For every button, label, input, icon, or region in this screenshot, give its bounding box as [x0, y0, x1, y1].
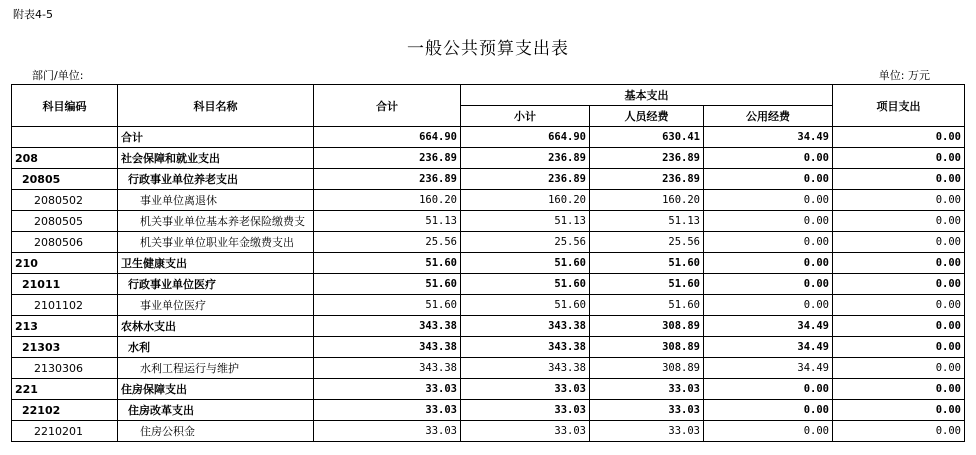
subtotal-cell: 343.38	[461, 358, 590, 379]
subtotal-cell: 160.20	[461, 190, 590, 211]
subtotal-cell: 33.03	[461, 400, 590, 421]
personnel-cell: 33.03	[590, 379, 704, 400]
total-cell: 343.38	[314, 337, 461, 358]
code-cell: 213	[12, 316, 118, 337]
public-cell: 0.00	[704, 211, 833, 232]
public-cell: 0.00	[704, 190, 833, 211]
table-body	[12, 127, 965, 442]
personnel-cell: 236.89	[590, 148, 704, 169]
project-cell: 0.00	[833, 232, 965, 253]
header-total: 合计	[314, 85, 461, 127]
code-cell: 22102	[12, 400, 118, 421]
table-row	[12, 232, 965, 253]
personnel-cell: 25.56	[590, 232, 704, 253]
name-cell: 行政事业单位养老支出	[118, 169, 314, 190]
total-cell: 51.13	[314, 211, 461, 232]
name-cell: 水利	[118, 337, 314, 358]
personnel-cell: 51.60	[590, 253, 704, 274]
personnel-cell: 51.13	[590, 211, 704, 232]
name-cell: 机关事业单位基本养老保险缴费支	[118, 211, 314, 232]
name-cell: 事业单位离退休	[118, 190, 314, 211]
name-cell: 住房公积金	[118, 421, 314, 442]
code-cell: 208	[12, 148, 118, 169]
personnel-cell: 236.89	[590, 169, 704, 190]
name-cell: 住房改革支出	[118, 400, 314, 421]
subtotal-cell: 664.90	[461, 127, 590, 148]
public-cell: 0.00	[704, 148, 833, 169]
table-row	[12, 148, 965, 169]
personnel-cell: 51.60	[590, 274, 704, 295]
public-cell: 0.00	[704, 379, 833, 400]
project-cell: 0.00	[833, 127, 965, 148]
header-basic: 基本支出	[461, 85, 833, 106]
code-cell: 210	[12, 253, 118, 274]
personnel-cell: 33.03	[590, 400, 704, 421]
total-cell: 25.56	[314, 232, 461, 253]
total-cell: 33.03	[314, 400, 461, 421]
name-cell: 事业单位医疗	[118, 295, 314, 316]
total-cell: 343.38	[314, 316, 461, 337]
project-cell: 0.00	[833, 148, 965, 169]
total-cell: 664.90	[314, 127, 461, 148]
public-cell: 34.49	[704, 358, 833, 379]
project-cell: 0.00	[833, 379, 965, 400]
total-cell: 236.89	[314, 148, 461, 169]
total-cell: 33.03	[314, 379, 461, 400]
name-cell: 社会保障和就业支出	[118, 148, 314, 169]
table-note: 附表4-5	[13, 8, 53, 21]
table-row	[12, 253, 965, 274]
project-cell: 0.00	[833, 253, 965, 274]
subtotal-cell: 51.60	[461, 295, 590, 316]
total-cell: 160.20	[314, 190, 461, 211]
personnel-cell: 51.60	[590, 295, 704, 316]
header-name: 科目名称	[118, 85, 314, 127]
header-project: 项目支出	[833, 85, 965, 127]
public-cell: 0.00	[704, 169, 833, 190]
subtotal-cell: 33.03	[461, 421, 590, 442]
unit-label: 单位: 万元	[878, 69, 930, 82]
subtotal-cell: 343.38	[461, 337, 590, 358]
table-row	[12, 379, 965, 400]
name-cell: 水利工程运行与维护	[118, 358, 314, 379]
total-cell: 236.89	[314, 169, 461, 190]
table-row	[12, 295, 965, 316]
code-cell: 20805	[12, 169, 118, 190]
public-cell: 0.00	[704, 295, 833, 316]
personnel-cell: 308.89	[590, 358, 704, 379]
header-subtotal: 小计	[461, 106, 590, 127]
code-cell: 21011	[12, 274, 118, 295]
subtotal-cell: 25.56	[461, 232, 590, 253]
table-row	[12, 358, 965, 379]
table-row	[12, 337, 965, 358]
total-cell: 343.38	[314, 358, 461, 379]
code-cell: 21303	[12, 337, 118, 358]
code-cell: 221	[12, 379, 118, 400]
code-cell: 2101102	[12, 295, 118, 316]
table-row	[12, 127, 965, 148]
table-row	[12, 421, 965, 442]
public-cell: 0.00	[704, 274, 833, 295]
total-cell: 51.60	[314, 274, 461, 295]
personnel-cell: 308.89	[590, 316, 704, 337]
project-cell: 0.00	[833, 337, 965, 358]
personnel-cell: 160.20	[590, 190, 704, 211]
name-cell: 合计	[118, 127, 314, 148]
public-cell: 34.49	[704, 316, 833, 337]
subtotal-cell: 236.89	[461, 169, 590, 190]
name-cell: 机关事业单位职业年金缴费支出	[118, 232, 314, 253]
total-cell: 33.03	[314, 421, 461, 442]
header-code: 科目编码	[12, 85, 118, 127]
department-label: 部门/单位:	[32, 69, 84, 82]
project-cell: 0.00	[833, 274, 965, 295]
project-cell: 0.00	[833, 358, 965, 379]
table-row	[12, 400, 965, 421]
code-cell	[12, 127, 118, 148]
subtotal-cell: 51.60	[461, 274, 590, 295]
code-cell: 2080502	[12, 190, 118, 211]
name-cell: 卫生健康支出	[118, 253, 314, 274]
code-cell: 2080505	[12, 211, 118, 232]
table-row	[12, 316, 965, 337]
table-row	[12, 190, 965, 211]
public-cell: 0.00	[704, 421, 833, 442]
header-personnel: 人员经费	[590, 106, 704, 127]
subtotal-cell: 51.60	[461, 253, 590, 274]
project-cell: 0.00	[833, 211, 965, 232]
header-public: 公用经费	[704, 106, 833, 127]
code-cell: 2080506	[12, 232, 118, 253]
project-cell: 0.00	[833, 295, 965, 316]
page-title: 一般公共预算支出表	[407, 39, 569, 59]
public-cell: 34.49	[704, 127, 833, 148]
public-cell: 0.00	[704, 232, 833, 253]
name-cell: 农林水支出	[118, 316, 314, 337]
table-row	[12, 211, 965, 232]
subtotal-cell: 51.13	[461, 211, 590, 232]
project-cell: 0.00	[833, 400, 965, 421]
public-cell: 0.00	[704, 400, 833, 421]
total-cell: 51.60	[314, 295, 461, 316]
subtotal-cell: 343.38	[461, 316, 590, 337]
table-row	[12, 169, 965, 190]
project-cell: 0.00	[833, 169, 965, 190]
name-cell: 住房保障支出	[118, 379, 314, 400]
project-cell: 0.00	[833, 316, 965, 337]
code-cell: 2210201	[12, 421, 118, 442]
public-cell: 0.00	[704, 253, 833, 274]
personnel-cell: 308.89	[590, 337, 704, 358]
subtotal-cell: 33.03	[461, 379, 590, 400]
project-cell: 0.00	[833, 421, 965, 442]
personnel-cell: 33.03	[590, 421, 704, 442]
project-cell: 0.00	[833, 190, 965, 211]
expenditure-table	[11, 84, 965, 442]
name-cell: 行政事业单位医疗	[118, 274, 314, 295]
code-cell: 2130306	[12, 358, 118, 379]
total-cell: 51.60	[314, 253, 461, 274]
subtotal-cell: 236.89	[461, 148, 590, 169]
personnel-cell: 630.41	[590, 127, 704, 148]
public-cell: 34.49	[704, 337, 833, 358]
table-row	[12, 274, 965, 295]
